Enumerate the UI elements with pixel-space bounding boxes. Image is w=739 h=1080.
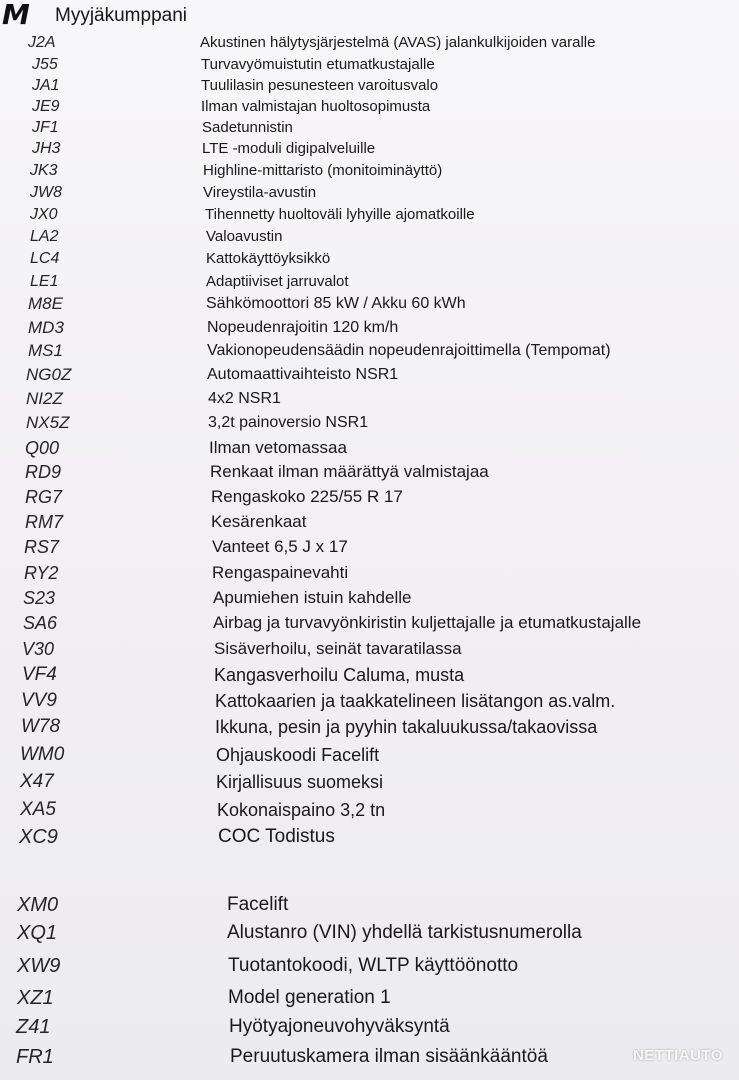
option-row xyxy=(0,563,739,585)
option-description: Ilman valmistajan huoltosopimusta xyxy=(201,98,431,115)
option-row xyxy=(0,183,739,205)
option-description: 4x2 NSR1 xyxy=(208,390,281,407)
option-description: COC Todistus xyxy=(218,826,335,847)
option-row xyxy=(0,1017,739,1039)
option-description: Rengaskoko 225/55 R 17 xyxy=(211,487,403,506)
option-code: LA2 xyxy=(30,228,59,245)
option-description: Nopeudenrajoitin 120 km/h xyxy=(207,319,399,336)
option-row xyxy=(0,205,739,227)
option-code: VF4 xyxy=(22,664,57,685)
option-code: RY2 xyxy=(24,563,59,583)
option-description: Peruutuskamera ilman sisäänkääntöä xyxy=(230,1046,548,1067)
option-description: Kangasverhoilu Caluma, musta xyxy=(214,665,465,685)
option-row xyxy=(0,588,739,610)
option-description: Alustanro (VIN) yhdellä tarkistusnumerolla xyxy=(227,922,582,943)
option-row xyxy=(0,33,739,55)
option-description: Vakionopeudensäädin nopeudenrajoittimella (Tempomat) xyxy=(207,342,611,359)
option-row xyxy=(0,639,739,661)
option-row xyxy=(0,956,739,978)
option-row xyxy=(0,341,739,363)
option-description: Sisäverhoilu, seinät tavaratilassa xyxy=(214,639,462,658)
option-description: Vanteet 6,5 J x 17 xyxy=(212,537,348,556)
option-description: Turvavyömuistutin etumatkustajalle xyxy=(201,56,435,73)
option-code: JW8 xyxy=(30,184,62,201)
option-code: XW9 xyxy=(17,955,61,977)
option-code: J55 xyxy=(32,56,58,73)
option-description: Ikkuna, pesin ja pyyhin takaluukussa/takaovissa xyxy=(215,717,598,737)
option-description: Renkaat ilman määrättyä valmistajaa xyxy=(210,462,489,481)
option-code: W78 xyxy=(21,716,61,737)
option-code: LC4 xyxy=(30,250,60,267)
option-description: Valoavustin xyxy=(206,228,283,245)
option-code: JH3 xyxy=(32,140,61,157)
option-row xyxy=(0,365,739,387)
option-code: Q00 xyxy=(25,438,60,458)
option-code: XC9 xyxy=(19,826,58,848)
option-description: Kirjallisuus suomeksi xyxy=(216,772,384,792)
option-row xyxy=(0,800,739,822)
option-row xyxy=(0,717,739,739)
option-row xyxy=(0,613,739,635)
option-row xyxy=(0,139,739,161)
option-code: JX0 xyxy=(30,206,58,223)
option-code: M8E xyxy=(28,294,63,313)
option-description: Facelift xyxy=(227,894,289,915)
option-description: Kesärenkaat xyxy=(211,512,307,531)
option-row xyxy=(0,227,739,249)
option-row xyxy=(0,745,739,767)
option-code: NX5Z xyxy=(26,413,70,432)
option-row xyxy=(0,389,739,411)
option-description: 3,2t painoversio NSR1 xyxy=(208,414,369,431)
option-code: NG0Z xyxy=(26,365,72,384)
option-description: Adaptiiviset jarruvalot xyxy=(206,273,349,290)
option-code: JA1 xyxy=(32,77,60,94)
option-description: Ohjauskoodi Facelift xyxy=(216,745,380,765)
option-code: SA6 xyxy=(23,613,58,633)
option-description: Kattokaarien ja taakkatelineen lisätangon as.valm. xyxy=(215,691,616,711)
option-description: Tuulilasin pesunesteen varoitusvalo xyxy=(201,77,439,94)
option-code: JF1 xyxy=(32,119,59,136)
option-row xyxy=(0,537,739,559)
option-code: V30 xyxy=(22,639,55,659)
watermark: NETTIAUTO xyxy=(632,1047,723,1064)
option-row xyxy=(0,438,739,460)
option-row xyxy=(0,161,739,183)
option-description: LTE -moduli digipalveluille xyxy=(202,140,376,157)
option-description: Kokonaispaino 3,2 tn xyxy=(217,800,386,820)
option-code: Z41 xyxy=(16,1016,51,1038)
option-description: Airbag ja turvavyönkiristin kuljettajalle ja etumatkustajalle xyxy=(213,613,642,632)
option-row xyxy=(0,462,739,484)
option-code: XZ1 xyxy=(17,987,54,1009)
option-code: RD9 xyxy=(25,462,62,482)
option-code: JE9 xyxy=(32,98,60,115)
option-description: Automaattivaihteisto NSR1 xyxy=(207,366,399,383)
option-row xyxy=(0,895,739,917)
option-code: XQ1 xyxy=(17,922,58,944)
option-description: Akustinen hälytysjärjestelmä (AVAS) jalankulkijoiden varalle xyxy=(200,34,596,51)
option-code: RS7 xyxy=(24,537,60,557)
option-row xyxy=(0,988,739,1010)
option-row xyxy=(0,413,739,435)
option-code: VV9 xyxy=(21,690,57,711)
option-row xyxy=(0,512,739,534)
option-code: RM7 xyxy=(25,512,64,532)
option-code: NI2Z xyxy=(26,389,63,408)
option-row xyxy=(0,55,739,77)
brand-name: Myyjäkumppani xyxy=(55,5,187,26)
option-row xyxy=(0,827,739,849)
option-description: Sadetunnistin xyxy=(202,119,293,136)
option-code: MD3 xyxy=(28,318,64,337)
option-description: Rengaspainevahti xyxy=(212,563,349,582)
option-description: Kattokäyttöyksikkö xyxy=(206,250,331,267)
option-row xyxy=(0,318,739,340)
option-code: XA5 xyxy=(20,799,56,820)
option-code: WM0 xyxy=(20,744,65,765)
option-description: Vireystila-avustin xyxy=(203,184,317,201)
option-row xyxy=(0,118,739,140)
option-code: X47 xyxy=(20,771,54,792)
option-row xyxy=(0,1047,739,1069)
option-code: FR1 xyxy=(16,1046,54,1068)
option-row xyxy=(0,76,739,98)
option-description: Model generation 1 xyxy=(228,987,391,1008)
option-description: Hyötyajoneuvohyväksyntä xyxy=(229,1016,450,1037)
option-row xyxy=(0,691,739,713)
logo-icon: M xyxy=(2,0,29,31)
option-description: Ilman vetomassaa xyxy=(209,438,347,457)
option-row xyxy=(0,772,739,794)
option-code: J2A xyxy=(28,34,56,51)
option-row xyxy=(0,665,739,687)
option-description: Sähkömoottori 85 kW / Akku 60 kWh xyxy=(206,295,466,312)
option-description: Apumiehen istuin kahdelle xyxy=(213,588,412,607)
option-row xyxy=(0,923,739,945)
option-code: MS1 xyxy=(28,341,63,360)
option-code: XM0 xyxy=(17,894,59,916)
option-row xyxy=(0,272,739,294)
option-row xyxy=(0,487,739,509)
option-code: LE1 xyxy=(30,273,59,290)
option-row xyxy=(0,97,739,119)
option-code: JK3 xyxy=(30,162,58,179)
option-code: RG7 xyxy=(25,487,63,507)
option-description: Highline-mittaristo (monitoiminäyttö) xyxy=(203,162,443,179)
option-code: S23 xyxy=(23,588,56,608)
option-description: Tihennetty huoltoväli lyhyille ajomatkoille xyxy=(205,206,475,223)
option-description: Tuotantokoodi, WLTP käyttöönotto xyxy=(228,955,519,976)
option-row xyxy=(0,249,739,271)
option-row xyxy=(0,294,739,316)
